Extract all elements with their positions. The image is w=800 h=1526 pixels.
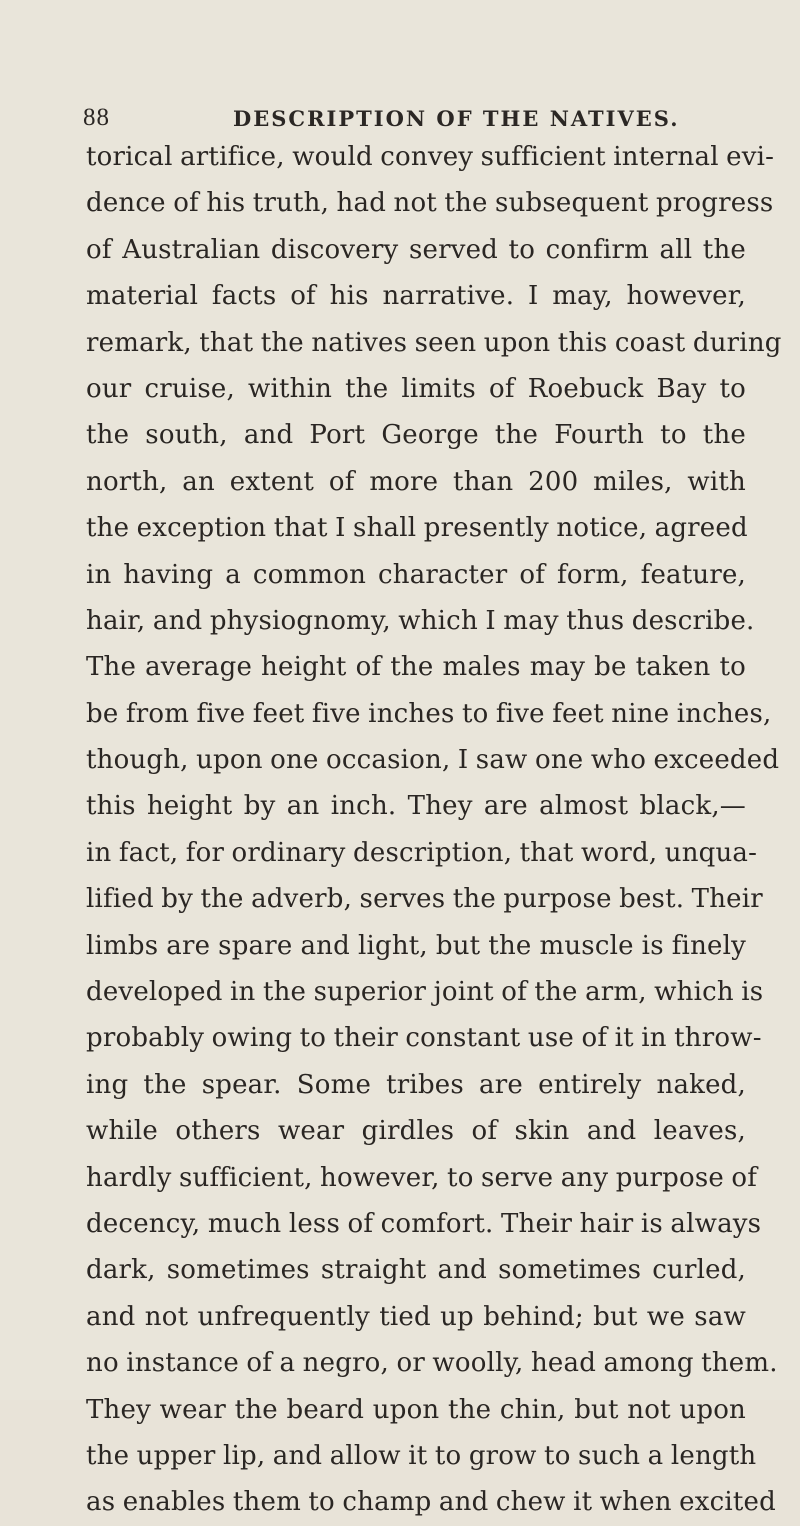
text-line: developed in the superior joint of the arm, which is xyxy=(86,977,764,1008)
text-line: this height by an inch. They are almost black,— xyxy=(86,791,746,822)
body-text xyxy=(86,134,782,1526)
text-line: The average height of the males may be taken to xyxy=(86,652,746,683)
text-line: hardly sufficient, however, to serve any purpose of xyxy=(86,1162,758,1193)
text-line: limbs are spare and light, but the muscle is finely xyxy=(86,930,746,961)
text-line: and not unfrequently tied up behind; but we saw xyxy=(86,1301,746,1332)
text-line: material facts of his narrative. I may, however, xyxy=(86,281,746,312)
text-line: dark, sometimes straight and sometimes curled, xyxy=(86,1255,746,1286)
text-line: remark, that the natives seen upon this coast during xyxy=(86,327,782,358)
text-line: be from five feet five inches to five feet nine inches, xyxy=(86,698,772,729)
text-line: no instance of a negro, or woolly, head among them. xyxy=(86,1348,778,1379)
text-line: the upper lip, and allow it to grow to such a length xyxy=(86,1440,757,1471)
text-line: hair, and physiognomy, which I may thus describe. xyxy=(86,605,755,636)
text-line: They wear the beard upon the chin, but not upon xyxy=(86,1394,746,1425)
text-line: ing the spear. Some tribes are entirely naked, xyxy=(86,1069,746,1100)
text-line: lified by the adverb, serves the purpose best. Their xyxy=(86,884,763,915)
text-line: torical artifice, would convey sufficient internal evi- xyxy=(86,142,775,172)
text-line: north, an extent of more than 200 miles, with xyxy=(86,466,746,497)
text-line: the south, and Port George the Fourth to the xyxy=(86,420,746,451)
page-number: 88 xyxy=(83,104,110,131)
text-line: our cruise, within the limits of Roebuck Bay to xyxy=(86,373,746,404)
text-line: while others wear girdles of skin and leaves, xyxy=(86,1116,746,1147)
text-line: though, upon one occasion, I saw one who exceeded xyxy=(86,745,780,776)
text-line: in fact, for ordinary description, that word, unqua- xyxy=(86,837,758,868)
text-line: of Australian discovery served to confirm all the xyxy=(86,234,746,265)
running-head: DESCRIPTION OF THE NATIVES. xyxy=(233,106,680,131)
text-line: decency, much less of comfort. Their hair is always xyxy=(86,1208,762,1239)
text-line: probably owing to their constant use of it in throw- xyxy=(86,1023,762,1054)
text-line: as enables them to champ and chew it when excited xyxy=(86,1487,776,1518)
text-line: in having a common character of form, feature, xyxy=(86,559,746,590)
text-line: the exception that I shall presently notice, agreed xyxy=(86,513,748,544)
text-line: dence of his truth, had not the subsequent progress xyxy=(86,188,774,219)
